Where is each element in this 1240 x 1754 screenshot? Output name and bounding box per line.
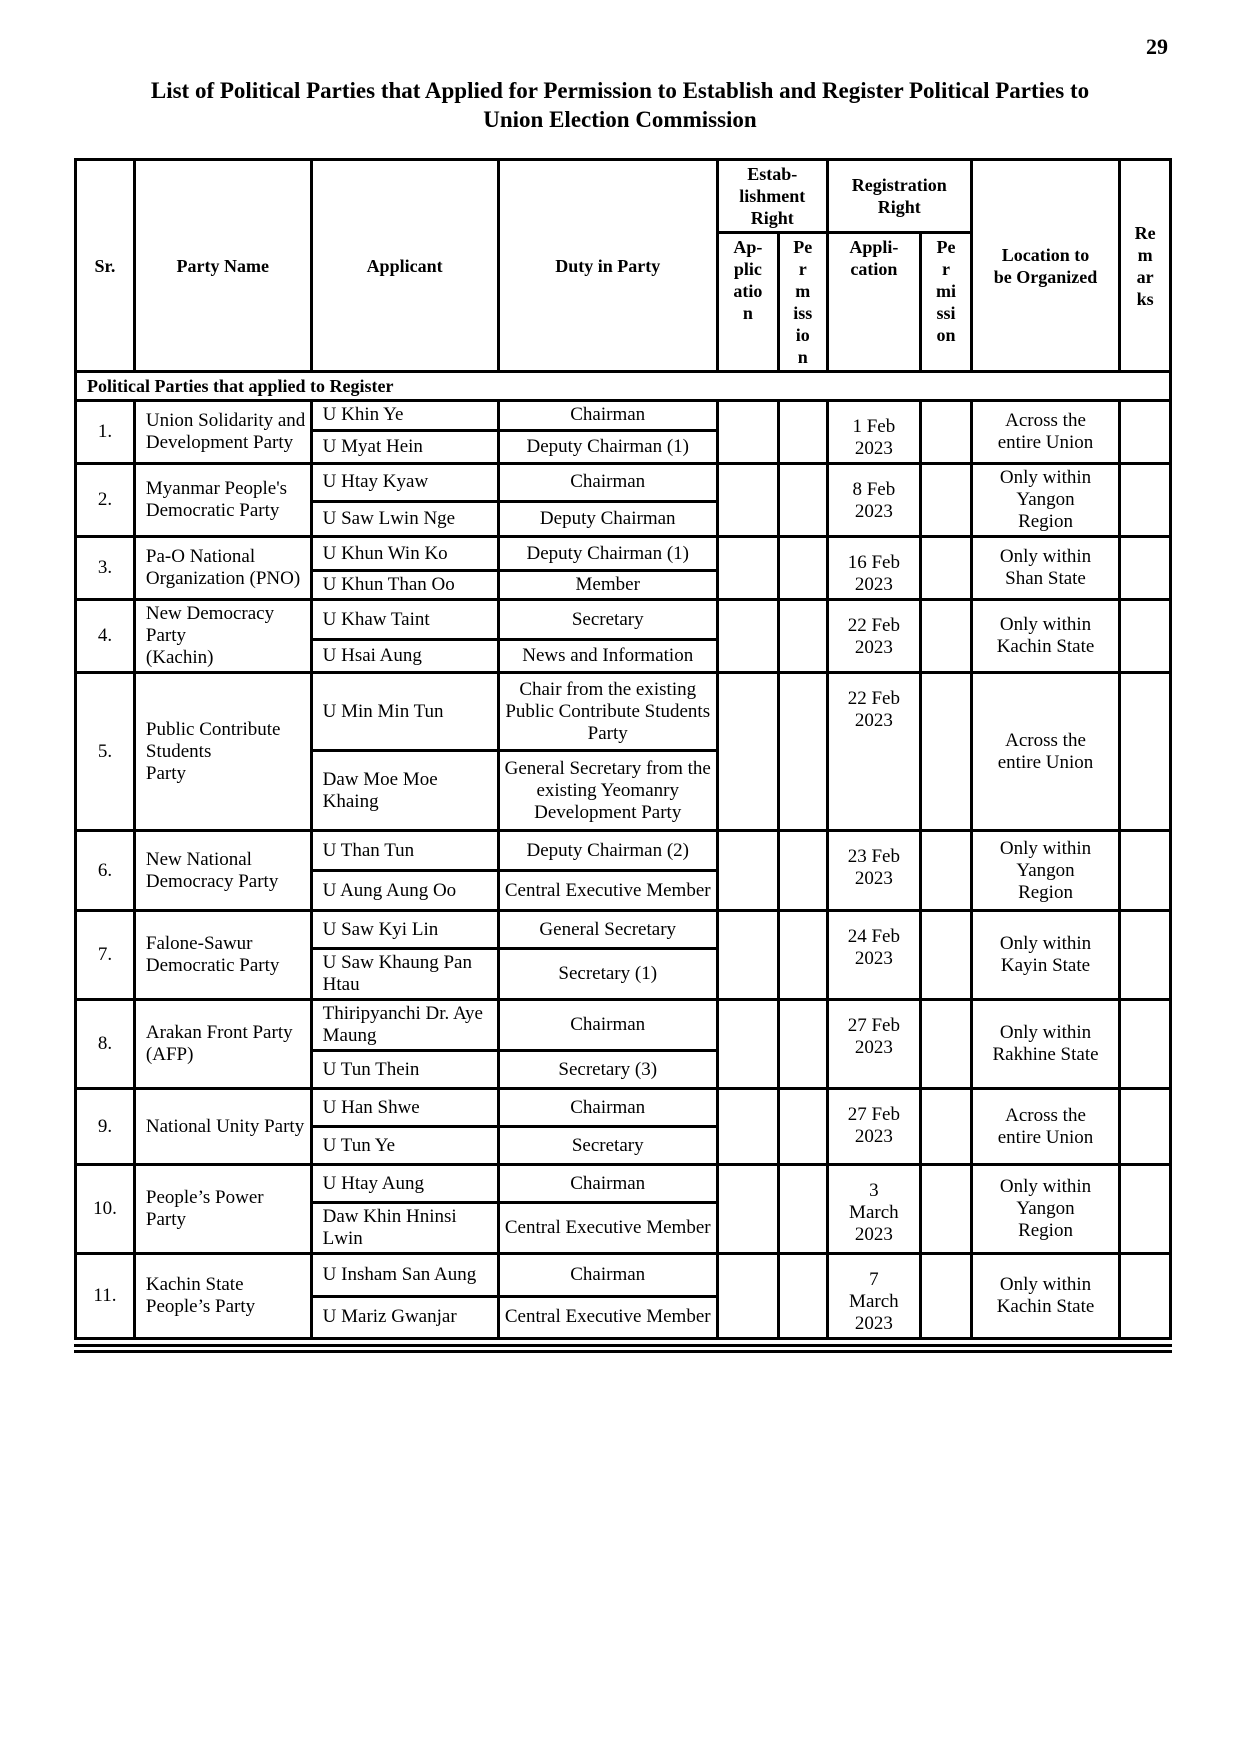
cell-applicant: U Mariz Gwanjar (311, 1296, 498, 1339)
cell-est-application (717, 673, 778, 831)
cell-est-application (717, 1089, 778, 1165)
cell-reg-application-date: 1 Feb 2023 (827, 401, 920, 464)
cell-remarks (1120, 537, 1171, 600)
cell-remarks (1120, 1089, 1171, 1165)
cell-reg-permission (921, 911, 972, 1000)
cell-est-application (717, 401, 778, 464)
cell-location: Only within Shan State (971, 537, 1119, 600)
cell-party-name: Myanmar People's Democratic Party (134, 464, 311, 537)
cell-reg-permission (921, 537, 972, 600)
cell-duty: Chairman (498, 1254, 717, 1297)
cell-reg-application-date: 22 Feb 2023 (827, 600, 920, 673)
cell-location: Only within Kachin State (971, 1254, 1119, 1339)
cell-sr: 7. (76, 911, 135, 1000)
cell-applicant: U Khun Win Ko (311, 537, 498, 571)
cell-est-application (717, 1165, 778, 1254)
cell-applicant: Thiripyanchi Dr. Aye Maung (311, 1000, 498, 1051)
cell-est-permission (778, 1089, 827, 1165)
cell-applicant: Daw Khin Hninsi Lwin (311, 1203, 498, 1254)
cell-reg-application-date: 27 Feb 2023 (827, 1089, 920, 1165)
cell-sr: 11. (76, 1254, 135, 1339)
parties-table (74, 158, 1172, 1340)
cell-party-name: New National Democracy Party (134, 831, 311, 911)
cell-duty: Secretary (498, 600, 717, 640)
cell-est-permission (778, 401, 827, 464)
cell-reg-application-date: 23 Feb 2023 (827, 831, 920, 911)
table-header (76, 160, 1171, 372)
page-title (90, 76, 1150, 134)
cell-location: Across the entire Union (971, 673, 1119, 831)
cell-remarks (1120, 600, 1171, 673)
cell-est-application (717, 1000, 778, 1089)
cell-reg-permission (921, 600, 972, 673)
section-row (76, 372, 1171, 401)
cell-reg-permission (921, 1000, 972, 1089)
cell-reg-permission (921, 831, 972, 911)
cell-party-name: Pa-O National Organization (PNO) (134, 537, 311, 600)
cell-applicant: U Insham San Aung (311, 1254, 498, 1297)
cell-party-name: New Democracy Party (Kachin) (134, 600, 311, 673)
table-row (76, 1254, 1171, 1297)
cell-location: Only within Kayin State (971, 911, 1119, 1000)
cell-party-name: People’s Power Party (134, 1165, 311, 1254)
cell-party-name: Falone-Sawur Democratic Party (134, 911, 311, 1000)
cell-location: Only within Rakhine State (971, 1000, 1119, 1089)
header-reg-application: Appli- cation (827, 233, 920, 372)
page-number: 29 (1146, 34, 1168, 59)
cell-party-name: Arakan Front Party (AFP) (134, 1000, 311, 1089)
cell-sr: 1. (76, 401, 135, 464)
cell-applicant: U Hsai Aung (311, 640, 498, 673)
cell-applicant: U Khun Than Oo (311, 571, 498, 600)
header-est-permission: Pe r m iss io n (778, 233, 827, 372)
cell-location: Only within Yangon Region (971, 831, 1119, 911)
cell-est-permission (778, 911, 827, 1000)
title-line-2: Union Election Commission (483, 107, 757, 132)
cell-duty: Chairman (498, 464, 717, 502)
cell-duty: Central Executive Member (498, 1296, 717, 1339)
cell-est-permission (778, 673, 827, 831)
cell-est-application (717, 537, 778, 600)
cell-applicant: U Saw Khaung Pan Htau (311, 949, 498, 1000)
table-row (76, 401, 1171, 431)
cell-reg-permission (921, 1254, 972, 1339)
cell-est-application (717, 464, 778, 537)
header-reg-permission: Pe r mi ssi on (921, 233, 972, 372)
cell-remarks (1120, 831, 1171, 911)
cell-sr: 4. (76, 600, 135, 673)
parties-table-wrapper (74, 158, 1172, 1353)
cell-applicant: U Khaw Taint (311, 600, 498, 640)
cell-duty: General Secretary from the existing Yeomanry Development Party (498, 751, 717, 831)
cell-reg-application-date: 7 March 2023 (827, 1254, 920, 1339)
cell-reg-application-date: 3 March 2023 (827, 1165, 920, 1254)
header-party-name: Party Name (134, 160, 311, 372)
cell-duty: News and Information (498, 640, 717, 673)
cell-applicant: U Than Tun (311, 831, 498, 871)
cell-duty: Deputy Chairman (1) (498, 430, 717, 463)
cell-remarks (1120, 1254, 1171, 1339)
table-row (76, 831, 1171, 871)
cell-reg-permission (921, 1089, 972, 1165)
cell-applicant: U Saw Lwin Nge (311, 501, 498, 536)
cell-est-permission (778, 1254, 827, 1339)
cell-applicant: U Tun Thein (311, 1051, 498, 1089)
cell-est-application (717, 1254, 778, 1339)
cell-remarks (1120, 673, 1171, 831)
cell-duty: Deputy Chairman (2) (498, 831, 717, 871)
cell-reg-permission (921, 673, 972, 831)
cell-reg-application-date: 8 Feb 2023 (827, 464, 920, 537)
cell-location: Across the entire Union (971, 1089, 1119, 1165)
cell-party-name: Union Solidarity and Development Party (134, 401, 311, 464)
cell-duty: Central Executive Member (498, 1203, 717, 1254)
cell-applicant: Daw Moe Moe Khaing (311, 751, 498, 831)
cell-reg-permission (921, 464, 972, 537)
cell-location: Only within Yangon Region (971, 464, 1119, 537)
cell-reg-application-date: 16 Feb 2023 (827, 537, 920, 600)
cell-reg-permission (921, 401, 972, 464)
cell-duty: Secretary (498, 1127, 717, 1165)
header-duty: Duty in Party (498, 160, 717, 372)
cell-sr: 6. (76, 831, 135, 911)
header-location: Location to be Organized (971, 160, 1119, 372)
cell-duty: Chairman (498, 1000, 717, 1051)
header-sr: Sr. (76, 160, 135, 372)
cell-duty: Central Executive Member (498, 871, 717, 911)
cell-duty: Secretary (3) (498, 1051, 717, 1089)
cell-location: Only within Kachin State (971, 600, 1119, 673)
cell-remarks (1120, 464, 1171, 537)
cell-est-permission (778, 600, 827, 673)
cell-applicant: U Khin Ye (311, 401, 498, 431)
title-line-1: List of Political Parties that Applied for Permission to Establish and Register Political Parties to (150, 78, 1090, 103)
cell-duty: General Secretary (498, 911, 717, 949)
cell-duty: Member (498, 571, 717, 600)
cell-remarks (1120, 911, 1171, 1000)
cell-duty: Chair from the existing Public Contribute Students Party (498, 673, 717, 751)
table-row (76, 673, 1171, 751)
cell-est-permission (778, 831, 827, 911)
cell-sr: 5. (76, 673, 135, 831)
cell-party-name: Kachin State People’s Party (134, 1254, 311, 1339)
cell-duty: Secretary (1) (498, 949, 717, 1000)
cell-sr: 2. (76, 464, 135, 537)
table-row (76, 600, 1171, 640)
cell-remarks (1120, 1000, 1171, 1089)
header-registration-right: Registration Right (827, 160, 971, 233)
header-remarks: Re m ar ks (1120, 160, 1171, 372)
table-row (76, 537, 1171, 571)
cell-duty: Chairman (498, 401, 717, 431)
cell-est-application (717, 911, 778, 1000)
cell-applicant: U Aung Aung Oo (311, 871, 498, 911)
cell-reg-application-date: 22 Feb 2023 (827, 673, 920, 831)
cell-est-permission (778, 1000, 827, 1089)
cell-duty: Deputy Chairman (1) (498, 537, 717, 571)
cell-sr: 3. (76, 537, 135, 600)
cell-applicant: U Tun Ye (311, 1127, 498, 1165)
cell-duty: Chairman (498, 1165, 717, 1203)
cell-party-name: Public Contribute Students Party (134, 673, 311, 831)
cell-est-permission (778, 537, 827, 600)
cell-est-permission (778, 1165, 827, 1254)
table-row (76, 911, 1171, 949)
cell-sr: 10. (76, 1165, 135, 1254)
cell-applicant: U Htay Aung (311, 1165, 498, 1203)
cell-reg-permission (921, 1165, 972, 1254)
cell-reg-application-date: 24 Feb 2023 (827, 911, 920, 1000)
table-row (76, 464, 1171, 502)
cell-sr: 8. (76, 1000, 135, 1089)
table-body (76, 372, 1171, 1339)
cell-applicant: U Htay Kyaw (311, 464, 498, 502)
table-row (76, 1165, 1171, 1203)
header-est-application: Ap- plic atio n (717, 233, 778, 372)
cell-duty: Chairman (498, 1089, 717, 1127)
cell-remarks (1120, 1165, 1171, 1254)
cell-est-application (717, 831, 778, 911)
cell-applicant: U Min Min Tun (311, 673, 498, 751)
header-establishment-right: Estab- lishment Right (717, 160, 827, 233)
cell-location: Only within Yangon Region (971, 1165, 1119, 1254)
cell-duty: Deputy Chairman (498, 501, 717, 536)
cell-applicant: U Saw Kyi Lin (311, 911, 498, 949)
section-title: Political Parties that applied to Register (76, 372, 1171, 401)
cell-est-permission (778, 464, 827, 537)
cell-sr: 9. (76, 1089, 135, 1165)
cell-reg-application-date: 27 Feb 2023 (827, 1000, 920, 1089)
cell-remarks (1120, 401, 1171, 464)
table-row (76, 1089, 1171, 1127)
header-row-main (76, 160, 1171, 233)
table-row (76, 1000, 1171, 1051)
cell-party-name: National Unity Party (134, 1089, 311, 1165)
cell-est-application (717, 600, 778, 673)
bottom-double-rule (74, 1344, 1172, 1353)
header-applicant: Applicant (311, 160, 498, 372)
cell-applicant: U Myat Hein (311, 430, 498, 463)
cell-location: Across the entire Union (971, 401, 1119, 464)
cell-applicant: U Han Shwe (311, 1089, 498, 1127)
